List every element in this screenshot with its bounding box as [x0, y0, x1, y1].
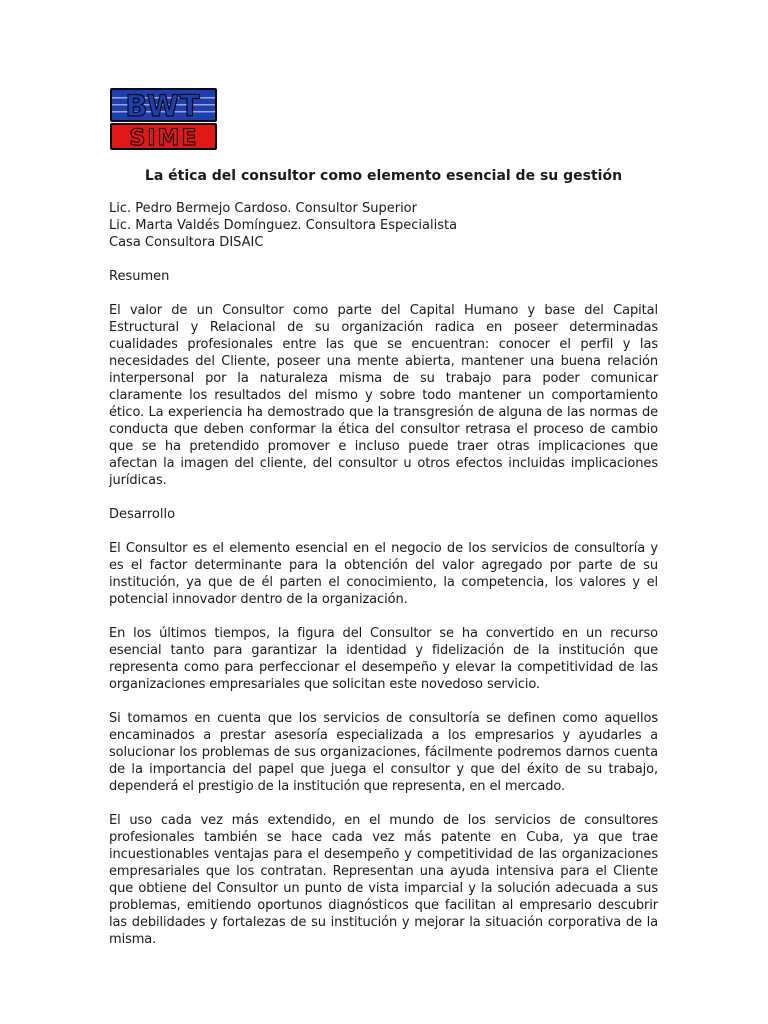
desarrollo-paragraph-1: El Consultor es el elemento esencial en el negocio de los servicios de consultoría y es el factor determinante para la obtención del valor agregado por parte de su institución, ya que de él parten el conocimiento, la competencia, los valores y el potencial innovador dentro de la organización. [109, 541, 658, 607]
logo-text-bottom: SIME [129, 126, 199, 151]
document-title: La ética del consultor como elemento esencial de su gestión [144, 168, 623, 184]
desarrollo-paragraph-3: Si tomamos en cuenta que los servicios de consultoría se definen como aquellos encaminados a prestar asesoría especializada a los empresarios y ayudarles a solucionar los problemas de sus organizaciones, fácilmente podremos darnos cuenta de la importancia del papel que juega el consultor y que del éxito de su trabajo, dependerá el prestigio de la institución que representa, en el mercado. [109, 711, 658, 794]
author-line-2: Lic. Marta Valdés Domínguez. Consultora Especialista [109, 218, 458, 233]
bwt-sime-logo [109, 86, 219, 152]
institution-line: Casa Consultora DISAIC [109, 235, 264, 250]
logo-top-block [110, 88, 217, 123]
resumen-paragraph: El valor de un Consultor como parte del Capital Humano y base del Capital Estructural y Relacional de su organización radica en poseer determinadas cualidades profesionales entre las que se encuentran: conocer el perfil y las necesidades del Cliente, poseer una mente abierta, mantener una buena relación interpersonal por la naturaleza misma de su trabajo para poder comunicar claramente los resultados del mismo y sobre todo mantener un comportamiento ético. La experiencia ha demostrado que la transgresión de alguna de las normas de conducta que deben conformar la ética del consultor retrasa el proceso de cambio que se ha pretendido promover e incluso puede traer otras implicaciones que afectan la imagen del cliente, del consultor u otros efectos incluidas implicaciones jurídicas. [109, 303, 658, 488]
author-block [109, 200, 658, 251]
section-heading-desarrollo: Desarrollo [109, 507, 176, 522]
logo-text-top: BWT [125, 89, 201, 123]
section-heading-resumen: Resumen [109, 269, 170, 284]
document-page [109, 86, 658, 961]
desarrollo-paragraph-2: En los últimos tiempos, la figura del Consultor se ha convertido en un recurso esencial tanto para garantizar la identidad y fidelización de la institución que representa como para perfeccionar el desempeño y elevar la competitividad de las organizaciones empresariales que solicitan este novedoso servicio. [109, 626, 658, 692]
logo-bottom-block [110, 123, 217, 151]
author-line-1: Lic. Pedro Bermejo Cardoso. Consultor Superior [109, 201, 417, 216]
desarrollo-paragraph-4: El uso cada vez más extendido, en el mundo de los servicios de consultores profesionales también se hace cada vez más patente en Cuba, ya que trae incuestionables ventajas para el desempeño y competitividad de las organizaciones empresariales que los contratan. Representan una ayuda intensiva para el Cliente que obtiene del Consultor un punto de vista imparcial y la solución adecuada a sus problemas, emitiendo oportunos diagnósticos que facilitan al empresario descubrir las debilidades y fortalezas de su institución y mejorar la situación corporativa de la misma. [109, 813, 658, 947]
